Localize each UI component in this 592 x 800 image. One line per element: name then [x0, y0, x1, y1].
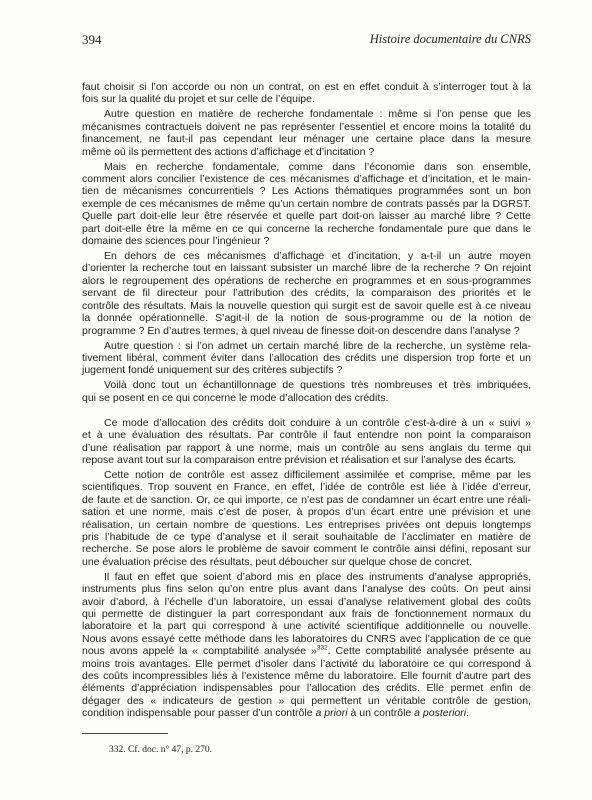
footnote-rule — [82, 733, 168, 734]
page-number: 394 — [82, 32, 102, 47]
text-segment: . Cette comptabilité analysée présente au — [327, 645, 532, 658]
paragraph — [82, 108, 531, 158]
paragraph — [82, 340, 531, 377]
text-line: laboratoire et la part qui correspond à une activité scientifique additionnelle ou nouvelle. — [82, 620, 531, 633]
footnote: 332. Cf. doc. n° 47, p. 270. — [109, 745, 213, 755]
text-line: dégager des « indicateurs de gestion » qui permettent un véritable contrôle de gestion, — [82, 694, 531, 707]
paragraph — [82, 81, 531, 106]
text-line: la donnée opérationnelle. S’agit-il de la notion de sous-programme ou de la notion de — [82, 312, 531, 325]
text-line: tien de mécanismes concurrentiels ? Les Actions thématiques programmées sont un bon — [82, 185, 531, 198]
text-line: domaine des sciences pour l’ingénieur ? — [82, 235, 270, 248]
text-line: tivement libéral, comment éviter dans l’allocation des crédits une dispersion trop forte et un — [82, 351, 531, 364]
text-line: jugement fondé uniquement sur des critères subjectifs ? — [82, 364, 343, 377]
text-segment: nous avons appelé la « comptabilité analysée » — [82, 645, 317, 658]
paragraph — [82, 571, 531, 720]
text-line: exemple de ces mécanismes de même qu’un certain nombre de contrats passés par la DGRST. — [82, 197, 531, 210]
text-line: avoir d’abord, à l’échelle d’un laboratoire, un essai d’analyse relativement global des coûts — [82, 595, 531, 608]
text-line — [82, 707, 531, 719]
text-line: Il faut en effet que soient d’abord mis en place des instruments d’analyse appropriés, — [104, 570, 531, 583]
text-line — [82, 645, 531, 657]
text-line: qui se posent en ce qui concerne le mode d’allocation des crédits. — [82, 391, 389, 404]
text-line: de faute et de sanction. Or, ce qui importe, ce n’est pas de condamner un écart entre une réali- — [82, 493, 531, 506]
paragraph — [82, 250, 531, 337]
text-line: Mais en recherche fondamentale, comme dans l’économie dans son ensemble, — [104, 160, 531, 173]
paragraph — [82, 469, 531, 568]
text-line: Ce mode d’allocation des crédits doit conduire à un contrôle c’est-à-dire à un « suivi » — [104, 416, 531, 429]
text-line: alors le regroupement des opérations de recherche en programmes et en sous-programmes — [82, 274, 531, 287]
text-segment: à un contrôle — [347, 707, 415, 720]
text-line: faut choisir si l’on accorde ou non un contrat, on est en effet conduit à s’interroger tout à la — [82, 81, 531, 93]
text-line: même où ils permettent des actions d’affichage et d’incitation ? — [82, 145, 375, 158]
text-line: Quelle part doit-elle leur être réservée et quelle part doit-on laisser au marché libre ? Cette — [82, 210, 531, 223]
text-segment: . — [466, 707, 470, 720]
text-line: En dehors de ces mécanismes d’affichage et d’incitation, y a-t-il un autre moyen — [104, 250, 531, 263]
paragraph — [82, 417, 531, 467]
running-title: Histoire documentaire du CNRS — [369, 32, 531, 46]
text-line: qui permette de distinguer la part correspondant aux frais de fonctionnement normaux du — [82, 608, 531, 620]
paragraph — [82, 161, 531, 248]
text-line: Voilà donc tout un échantillonnage de questions très nombreuses et très imbriquées, — [104, 379, 531, 392]
text-line: réalisation, un certain nombre de questions. Les entreprises privées ont depuis longtemps — [82, 518, 531, 531]
text-section — [82, 81, 531, 404]
text-line: repose avant tout sur la comparaison entre prévision et réalisation et sur l’analyse des écarts. — [82, 453, 517, 466]
text-line: d’orienter la recherche tout en laissant subsister un marché libre de la recherche ? On rejoint — [82, 262, 531, 275]
text-line: scientifiques. Trop souvent en France, en effet, l’idée de contrôle est liée à l’idée d’erreur, — [82, 481, 531, 494]
text-line: programme ? En d’autres termes, à quel niveau de finesse doit-on descendre dans l’analyse ? — [82, 324, 520, 337]
text-line: une évaluation précise des résultats, peut déboucher sur quelque chose de concret. — [82, 555, 472, 568]
italic-term: a priori — [315, 707, 348, 720]
text-line: financement, ne faut-il pas cependant leur ménager une certaine place dans la mesure — [82, 133, 531, 146]
paragraph — [82, 379, 531, 404]
text-line: part doit-elle être la même en ce qui concerne la recherche fondamentale pure que dans le — [82, 222, 531, 235]
text-section — [82, 417, 531, 720]
text-line: et à une évaluation des résultats. Par contrôle il faut entendre non point la comparaison — [82, 429, 531, 442]
text-line: fois sur la qualité du projet et sur celle de l’équipe. — [82, 93, 315, 106]
text-line: pris l’habitude de ce type d’analyse et il serait souhaitable de l’acclimater en matière de — [82, 530, 531, 543]
text-line: moins trois avantages. Elle permet d’isoler dans l’activité du laboratoire ce qui correspond à — [82, 657, 531, 670]
text-line: d’une réalisation par rapport à une norme, mais un contrôle au sens anglais du terme qui — [82, 441, 531, 454]
text-line: des coûts incompressibles liés à l’existence même du laboratoire. Elle fournit d’autre part des — [82, 670, 531, 683]
text-line: Nous avons essayé cette méthode dans les laboratoires du CNRS avec l’application de ce que — [82, 632, 531, 645]
text-line: servant de fil directeur pour l’attribution des crédits, la comparaison des priorités et le — [82, 287, 531, 300]
text-line: Autre question : si l’on admet un certain marché libre de la recherche, un système rela- — [104, 339, 531, 352]
text-segment: condition indispensable pour passer d’un contrôle — [82, 707, 316, 720]
footnote-reference: 332 — [316, 644, 328, 652]
body-text — [82, 81, 531, 720]
text-line: recherche. Se pose alors le problème de savoir comment le contrôle ainsi défini, reposant sur — [82, 543, 531, 556]
text-line: instruments plus fins selon qu’on entre plus avant dans l’analyse des coûts. On peut ainsi — [82, 583, 531, 596]
text-line: comment alors concilier l’existence de ces mécanismes d’affichage et d’incitation, et le main- — [82, 173, 531, 186]
text-line: contrôle des résultats. Mais la nouvelle question qui surgit est de savoir quelle est à ce niveau — [82, 299, 531, 312]
text-line: Cette notion de contrôle est assez difficilement assimilée et comprise, même par les — [104, 468, 531, 481]
text-line: sation et une norme, mais c’est de poser, à propos d’un écart entre une prévision et une — [82, 506, 531, 519]
italic-term: a posteriori — [414, 707, 467, 720]
text-line: mécanismes contractuels doivent ne pas représenter l’essentiel et encore moins la totalité du — [82, 120, 531, 133]
text-line: Autre question en matière de recherche fondamentale : même si l’on pense que les — [104, 108, 531, 121]
text-line: éléments d’appréciation indispensables pour l’allocation des crédits. Elle permet enfin de — [82, 682, 531, 695]
